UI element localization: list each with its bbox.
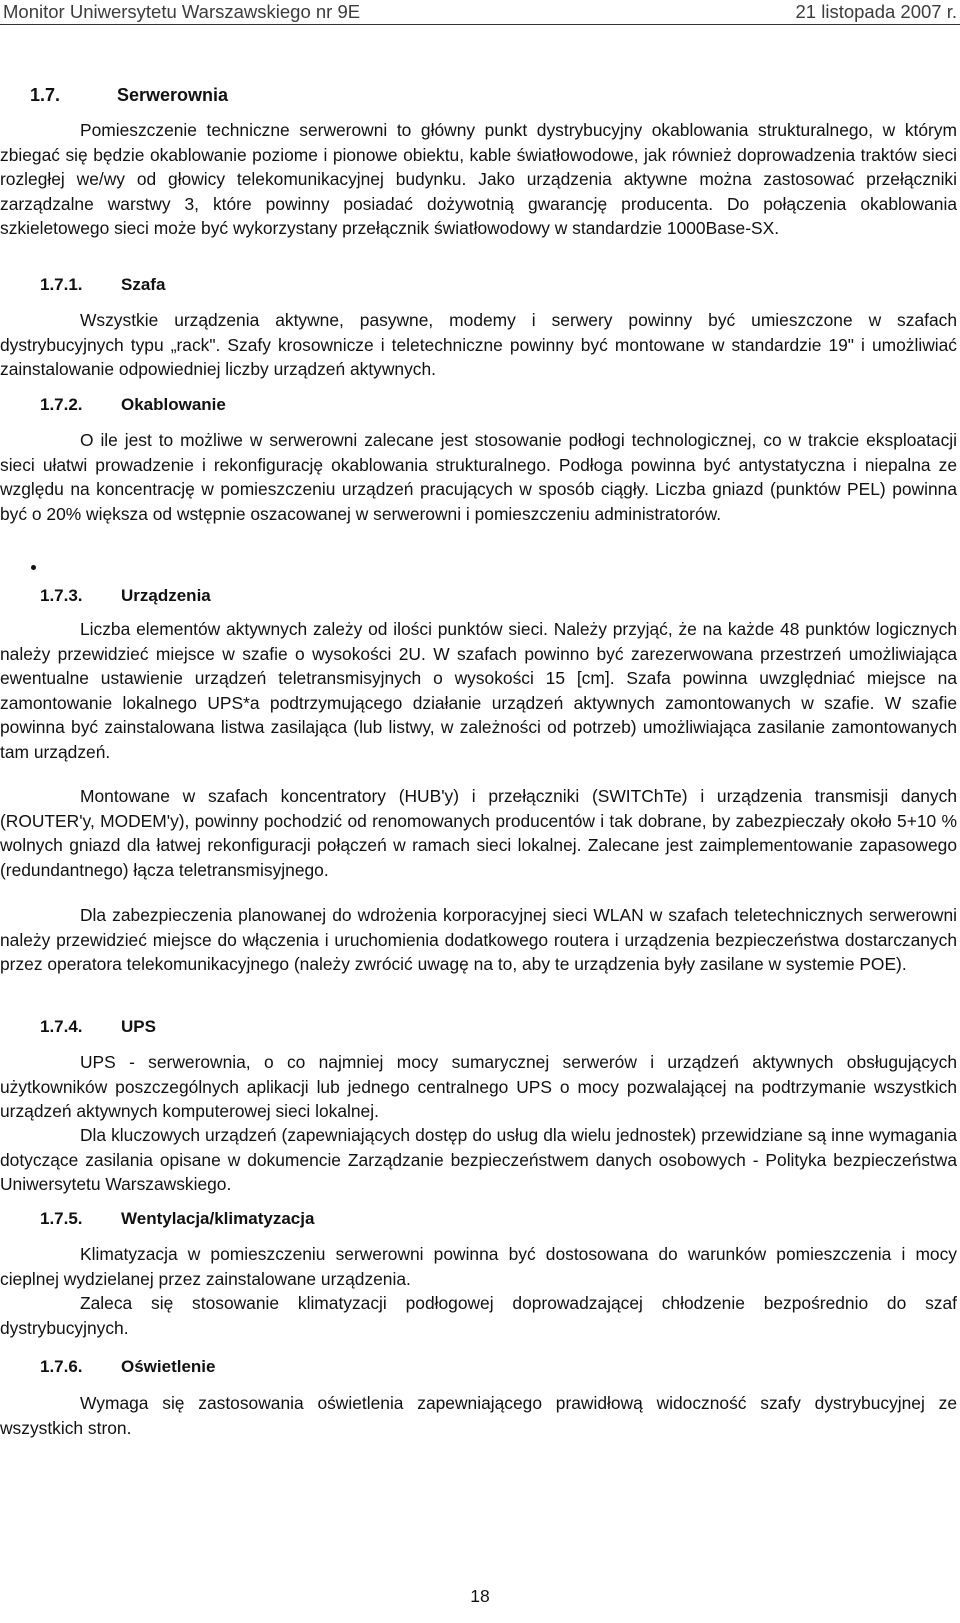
- paragraph: Wymaga się zastosowania oświetlenia zapewniającego prawidłową widoczność szafy dystrybucyjnej ze wszystkich stron.: [0, 1393, 957, 1438]
- subsection-heading-oswietlenie: [40, 1357, 215, 1377]
- subsection-title: Urządzenia: [121, 586, 211, 605]
- paragraph: Liczba elementów aktywnych zależy od ilości punktów sieci. Należy przyjąć, że na każde 48 punktów logicznych należy przewidzieć miejsce w szafie o wysokości 2U. W szafach powinno być zarezerwowana przestrzeń umożliwiająca ewentualne ustawienie urządzeń teletransmisyjnych o wysokości 15 [cm]. Szafa powinna uwzględniać miejsce na zamontowanie lokalnego UPS*a podtrzymującego działanie urządzeń aktywnych zamontowanych w szafie. W szafie powinna być zainstalowana listwa zasilająca (lub listwy, w zależności od potrzeb) umożliwiająca zasilanie zamontowanych tam urządzeń.: [0, 619, 957, 762]
- subsection-title: Szafa: [121, 275, 166, 294]
- paragraph: Wszystkie urządzenia aktywne, pasywne, modemy i serwery powinny być umieszczone w szafach dystrybucyjnych typu „rack". Szafy krosownicze i teletechniczne powinny być montowane w standardzie 19" i umożliwiać zainstalowanie odpowiedniej liczby urządzeń aktywnych.: [0, 310, 957, 379]
- paragraph: Klimatyzacja w pomieszczeniu serwerowni powinna być dostosowana do warunków pomieszczenia i mocy cieplnej wydzielanej przez zainstalowane urządzenia.: [0, 1244, 957, 1289]
- subsection-number: 1.7.3.: [40, 586, 83, 605]
- paragraph: Dla kluczowych urządzeń (zapewniających dostęp do usług dla wielu jednostek) przewidziane są inne wymagania dotyczące zasilania opisane w dokumencie Zarządzanie bezpieczeństwem danych osobowych - Polityka bezpieczeństwa Uniwersytetu Warszawskiego.: [0, 1125, 957, 1194]
- paragraph: O ile jest to możliwe w serwerowni zalecane jest stosowanie podłogi technologicznej, co w trakcie eksploatacji sieci ułatwi prowadzenie i rekonfigurację okablowania strukturalnego. Podłoga powinna być antystatyczna i niepalna ze względu na koncentrację w pomieszczeniu urządzeń pracujących w sposób ciągły. Liczba gniazd (punktów PEL) powinna być o 20% większa od wstępnie oszacowanej w serwerowni i pomieszczeniu administratorów.: [0, 430, 957, 524]
- subsection-number: 1.7.5.: [40, 1209, 83, 1228]
- section-heading: [30, 85, 228, 106]
- page-number: 18: [470, 1586, 490, 1606]
- header-date: 21 listopada 2007 r.: [795, 1, 957, 22]
- paragraph: UPS - serwerownia, o co najmniej mocy sumarycznej serwerów i urządzeń aktywnych obsługujących użytkowników poszczególnych aplikacji lub jednego centralnego UPS o mocy pozwalającej na podtrzymanie wszystkich urządzeń aktywnych komputerowej sieci lokalnej.: [0, 1052, 957, 1121]
- subsection-heading-ups: [40, 1017, 156, 1037]
- section-number: 1.7.: [30, 85, 61, 105]
- paragraph: Zaleca się stosowanie klimatyzacji podłogowej doprowadzającej chłodzenie bezpośrednio do szaf dystrybucyjnych.: [0, 1293, 957, 1338]
- subsection-number: 1.7.6.: [40, 1357, 83, 1376]
- subsection-heading-szafa: [40, 275, 165, 295]
- subsection-title: Oświetlenie: [121, 1357, 216, 1376]
- header-title: Monitor Uniwersytetu Warszawskiego nr 9E: [3, 1, 361, 22]
- subsection-heading-urzadzenia: [40, 586, 211, 606]
- paragraph: Montowane w szafach koncentratory (HUB'y) i przełączniki (SWITChTe) i urządzenia transmisji danych (ROUTER'y, MODEM'y), powinny pochodzić od renomowanych producentów i tak dobrane, by zabezpieczały około 5+10 % wolnych gniazd dla łatwej rekonfiguracji połączeń w ramach sieci lokalnej. Zalecane jest zaimplementowanie zapasowego (redundantnego) łącza teletransmisyjnego.: [0, 786, 957, 880]
- subsection-number: 1.7.1.: [40, 275, 83, 294]
- paragraph: Dla zabezpieczenia planowanej do wdrożenia korporacyjnej sieci WLAN w szafach teletechnicznych serwerowni należy przewidzieć miejsce do włączenia i uruchomienia dodatkowego routera i urządzenia bezpieczeństwa dostarczanych przez operatora telekomunikacyjnego (należy zwrócić uwagę na to, aby te urządzenia były zasilane w systemie POE).: [0, 905, 957, 974]
- bullet-dot: [31, 565, 36, 570]
- page-header: [0, 0, 960, 25]
- section-intro-paragraph: Pomieszczenie techniczne serwerowni to główny punkt dystrybucyjny okablowania strukturalnego, w którym zbiegać się będzie okablowanie poziome i pionowe obiektu, kable światłowodowe, jak również doprowadzenia traktów sieci rozległej we/wy od głowicy telekomunikacyjnej budynku. Jako urządzenia aktywne można zastosować przełączniki zarządzalne warstwy 3, które powinny posiadać dożywotnią gwarancję producenta. Do połączenia okablowania szkieletowego sieci może być wykorzystany przełącznik światłowodowy w standardzie 1000Base-SX.: [0, 120, 957, 238]
- subsection-number: 1.7.2.: [40, 395, 83, 414]
- subsection-title: UPS: [121, 1017, 156, 1036]
- subsection-heading-wentylacja: [40, 1209, 314, 1229]
- subsection-number: 1.7.4.: [40, 1017, 83, 1036]
- subsection-title: Wentylacja/klimatyzacja: [121, 1209, 315, 1228]
- subsection-title: Okablowanie: [121, 395, 226, 414]
- subsection-heading-okablowanie: [40, 395, 226, 415]
- section-title: Serwerownia: [117, 85, 229, 105]
